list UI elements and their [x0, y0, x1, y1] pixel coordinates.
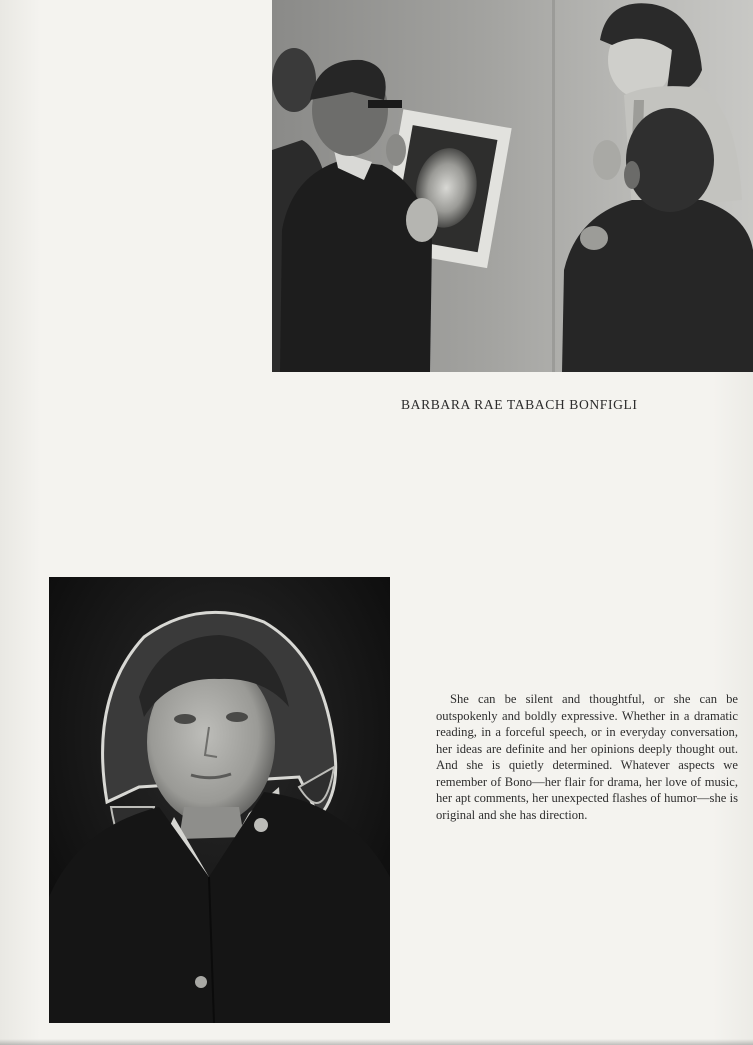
student-portrait-photo: [49, 577, 390, 1023]
student-biography-text: She can be silent and thoughtful, or she can be outspokenly and boldly expressive. Whether in a dramatic reading, in a forceful speech, or in everyday conversation, her ideas are definite and her opinions deeply thought out. And she is quietly determined. Whatever aspects we remember of Bono—her flair for drama, her love of music, her apt comments, her unexpected flashes of humor—she is original and she has direction.: [436, 692, 738, 822]
student-name-caption: BARBARA RAE TABACH BONFIGLI: [401, 397, 638, 412]
candid-gallery-photo: [272, 0, 753, 372]
page-bottom-edge: [0, 1039, 753, 1045]
